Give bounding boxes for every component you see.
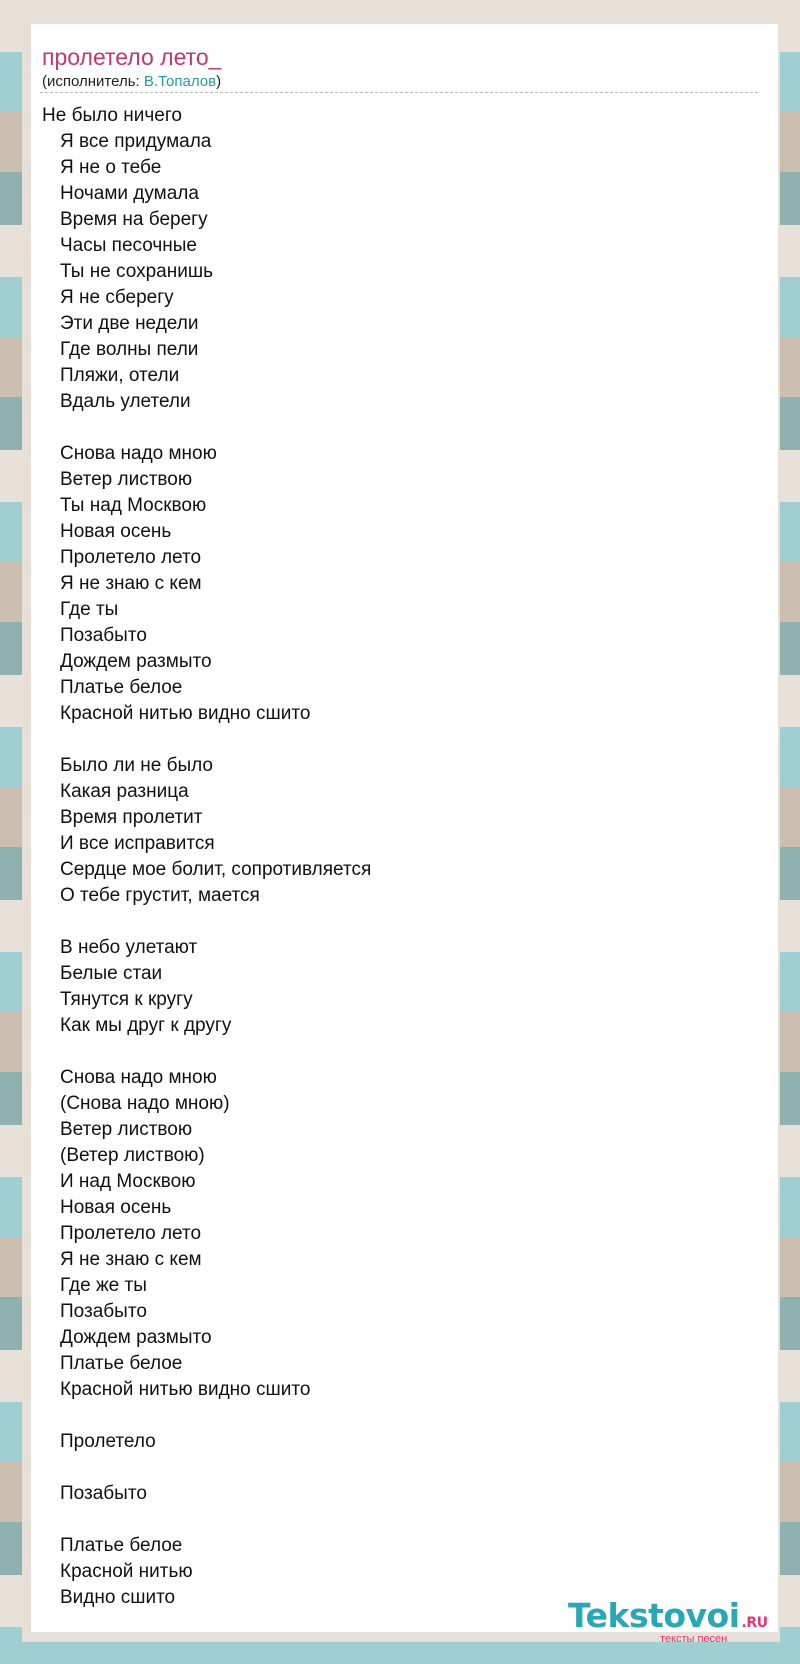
lyric-line: Я не сберегу: [60, 287, 174, 308]
lyric-line: Эти две недели: [60, 313, 199, 334]
artist-line: [42, 72, 221, 92]
lyric-line: О тебе грустит, мается: [60, 885, 260, 906]
site-logo[interactable]: [568, 1596, 780, 1644]
lyric-line: Красной нитью видно сшито: [60, 703, 311, 724]
lyric-line: Где же ты: [60, 1275, 147, 1296]
lyric-line: Платье белое: [60, 1353, 183, 1374]
lyric-line: Вдаль улетели: [60, 391, 191, 412]
lyric-line: Позабыто: [60, 1483, 147, 1504]
artist-suffix: ): [216, 73, 222, 90]
lyric-line: Я все придумала: [60, 131, 212, 152]
header-divider: [40, 92, 758, 93]
lyric-blank-line: [42, 727, 742, 753]
lyric-line: Какая разница: [60, 781, 189, 802]
lyric-line: Время пролетит: [60, 807, 203, 828]
lyric-line: Ветер листвою: [60, 1119, 193, 1140]
lyric-line: Видно сшито: [60, 1587, 176, 1608]
artist-prefix: (исполнитель:: [42, 73, 144, 90]
lyrics-text: [42, 103, 742, 1611]
lyric-line: Часы песочные: [60, 235, 197, 256]
lyric-line: (Снова надо мною): [60, 1093, 230, 1114]
lyric-line: Новая осень: [60, 521, 172, 542]
lyric-blank-line: [42, 909, 742, 935]
lyric-line: Дождем размыто: [60, 651, 212, 672]
artist-link[interactable]: В.Топалов: [143, 73, 217, 90]
lyric-line: Было ли не было: [60, 755, 213, 776]
lyric-line: Позабыто: [60, 1301, 147, 1322]
lyric-line: Платье белое: [60, 1535, 183, 1556]
lyric-line: Сердце мое болит, сопротивляется: [60, 859, 372, 880]
lyric-line: Ты не сохранишь: [60, 261, 213, 282]
lyric-line: Я не о тебе: [60, 157, 162, 178]
lyric-line: В небо улетают: [60, 937, 198, 958]
lyric-line: Не было ничего: [42, 105, 182, 126]
lyric-line: Ветер листвою: [60, 469, 193, 490]
lyric-blank-line: [42, 1039, 742, 1065]
lyric-line: Где волны пели: [60, 339, 199, 360]
lyric-line: И все исправится: [60, 833, 215, 854]
logo-tagline: тексты песен: [660, 1633, 728, 1645]
lyric-blank-line: [42, 1455, 742, 1481]
lyric-line: Я не знаю с кем: [60, 573, 202, 594]
lyric-line: Ты над Москвою: [60, 495, 207, 516]
logo-main-text: Tekstovoi: [568, 1596, 740, 1635]
lyric-line: Пролетело лето: [60, 547, 202, 568]
lyric-line: Снова надо мною: [60, 1067, 217, 1088]
lyric-line: Белые стаи: [60, 963, 163, 984]
lyric-line: Снова надо мною: [60, 443, 217, 464]
lyric-line: Новая осень: [60, 1197, 172, 1218]
lyric-line: Пролетело: [60, 1431, 156, 1452]
lyric-line: (Ветер листвою): [60, 1145, 205, 1166]
lyric-line: Платье белое: [60, 677, 183, 698]
lyric-line: И над Москвою: [60, 1171, 196, 1192]
lyric-blank-line: [42, 415, 742, 441]
song-title: пролетело лето_: [42, 44, 222, 70]
lyric-blank-line: [42, 1507, 742, 1533]
lyric-line: Как мы друг к другу: [60, 1015, 232, 1036]
logo-tld: .RU: [741, 1615, 768, 1631]
lyric-line: Тянутся к кругу: [60, 989, 193, 1010]
lyric-line: Красной нитью: [60, 1561, 193, 1582]
lyric-line: Пролетело лето: [60, 1223, 202, 1244]
lyric-line: Позабыто: [60, 625, 147, 646]
lyric-line: Время на берегу: [60, 209, 208, 230]
lyric-line: Я не знаю с кем: [60, 1249, 202, 1270]
lyric-line: Ночами думала: [60, 183, 199, 204]
lyric-line: Где ты: [60, 599, 119, 620]
lyric-line: Дождем размыто: [60, 1327, 212, 1348]
lyric-line: Пляжи, отели: [60, 365, 180, 386]
lyric-line: Красной нитью видно сшито: [60, 1379, 311, 1400]
lyric-blank-line: [42, 1403, 742, 1429]
